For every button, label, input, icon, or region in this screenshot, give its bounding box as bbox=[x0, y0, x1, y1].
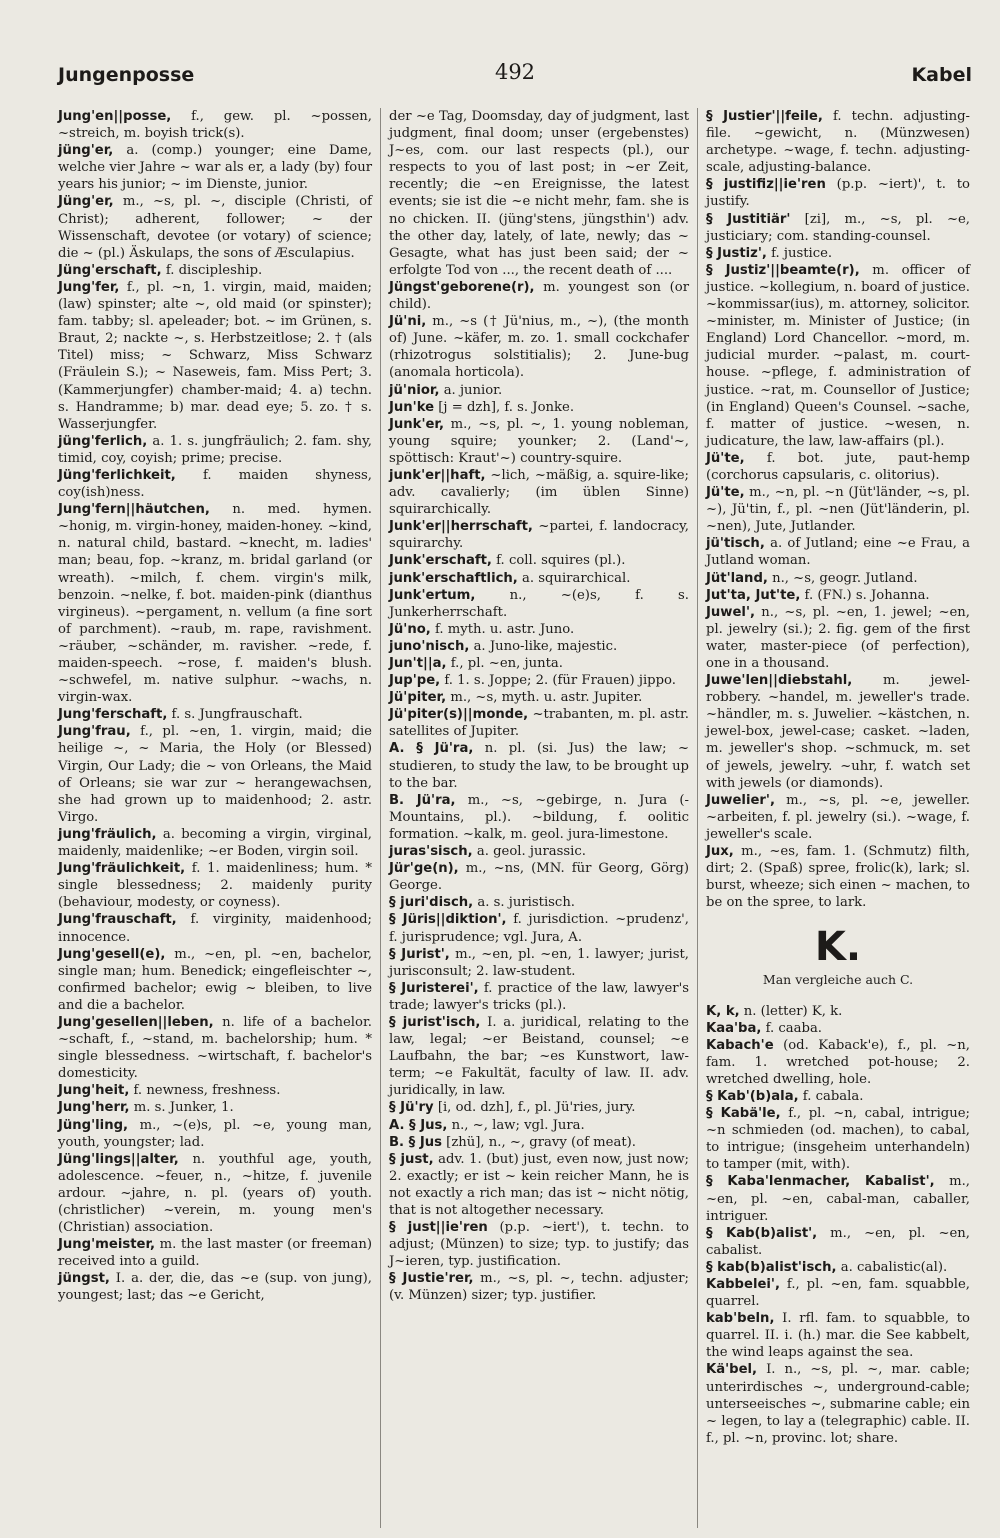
entry-headword: Jung'en||posse, bbox=[58, 109, 172, 124]
dictionary-entry bbox=[58, 501, 372, 706]
entry-headword: Jür'ge(n), bbox=[389, 861, 459, 877]
dictionary-entry bbox=[389, 980, 689, 1014]
entry-definition: m., ~n, pl. ~n (Jüt'länder, ~s, pl. ~), Jü'tin, f., pl. ~nen (Jüt'länderin, pl. ~nen), Jute, Jutlander. bbox=[706, 485, 970, 535]
dictionary-entry bbox=[58, 262, 372, 279]
entry-definition: m. jewel-robbery. ~handel, m. jeweller's trade. ~händler, m. s. Juwelier. ~kästchen, n. jewel-box, jewel-case; casket. ~laden, m. jeweller's shop. ~schmuck, m. set of jewels, jewelry. ~uhr, f. watch set with jewels (or diamonds). bbox=[706, 673, 970, 791]
entry-headword: Jü'no, bbox=[389, 621, 431, 637]
entry-headword: Jüng'ferlichkeit, bbox=[58, 467, 176, 483]
dictionary-entry bbox=[389, 416, 689, 467]
dictionary-entry bbox=[706, 604, 970, 672]
entry-definition: m. officer of justice. ~kollegium, n. board of justice. ~kommissar(ius), m. attorney, solicitor. ~minister, m. Minister of Justice; (in England) Lord Chancellor. ~mord, m. judicial murder. ~palast, m. court-house. ~pflege, f. administration of justice. ~rat, m. Counsellor of Justice; (in England) Queen's Counsel. ~sache, f. matter of justice. ~wesen, n. judicature, the law, law-affairs (pl.). bbox=[706, 262, 970, 449]
dictionary-entry bbox=[389, 706, 689, 740]
dictionary-entry bbox=[706, 843, 970, 911]
entry-headword: Jü'piter(s)||monde, bbox=[389, 707, 529, 723]
dictionary-entry bbox=[389, 911, 689, 945]
entry-definition: n. med. hymen. ~honig, m. virgin-honey, maiden-honey. ~kind, n. natural child, bastard. ~knecht, m. ladies' man; beau, fop. ~kranz, m. bridal garland (or wreath). ~milch, f. chem. virgin's milk, benzoin. ~nelke, f. bot. maiden-pink (dianthus virgineus). ~pergament, n. vellum (a fine sort of parchment). ~raub, m. rape, ravishment. ~räuber, ~schänder, m. ravisher. ~rede, f. maiden-speech. ~rose, f. maiden's blush. ~schwefel, m. native sulphur. ~wachs, n. virgin-wax. bbox=[58, 502, 372, 706]
entry-headword: Kaa'ba, bbox=[706, 1020, 762, 1036]
entry-headword: A. § Jü'ra, bbox=[389, 741, 474, 757]
entry-definition: f. newness, freshness. bbox=[129, 1083, 281, 1099]
dictionary-entry bbox=[389, 279, 689, 313]
dictionary-entry bbox=[706, 176, 970, 210]
entry-definition: [j = dzh], f. s. Jonke. bbox=[434, 399, 575, 415]
dictionary-entry bbox=[389, 1134, 689, 1151]
entry-definition: f. 1. maidenliness; hum. * single blessedness; 2. maidenly purity (behaviour, modesty, or coyness). bbox=[58, 861, 372, 911]
entry-definition: f., pl. ~en, junta. bbox=[446, 656, 563, 671]
entry-headword: Jup'pe, bbox=[389, 673, 441, 689]
entry-definition: m., ~es, fam. 1. (Schmutz) filth, dirt; 2. (Spaß) spree, frolic(k), lark; sl. burst, wheeze; sich einen ~ machen, to be on the spree, to lark. bbox=[706, 844, 970, 911]
column-3-k-entries bbox=[706, 1003, 970, 1447]
entry-headword: Jüng'lings||alter, bbox=[58, 1151, 179, 1167]
dictionary-entry bbox=[706, 211, 970, 245]
entry-headword: Jü'ni, bbox=[389, 314, 427, 330]
dictionary-entry bbox=[389, 1099, 689, 1116]
entry-definition: f. techn. adjusting-file. ~gewicht, n. (Münzwesen) archetype. ~wage, f. techn. adjusting-scale, adjusting-balance. bbox=[706, 109, 970, 176]
dictionary-entry bbox=[706, 1276, 970, 1310]
dictionary-entry bbox=[706, 672, 970, 792]
entry-definition: n., ~, law; vgl. Jura. bbox=[447, 1117, 585, 1133]
dictionary-entry bbox=[389, 467, 689, 518]
entry-definition: a. of Jutland; eine ~e Frau, a Jutland woman. bbox=[706, 536, 970, 569]
dictionary-entry bbox=[389, 108, 689, 279]
entry-headword: § Justie'rer, bbox=[389, 1271, 474, 1287]
dictionary-entry bbox=[706, 587, 970, 604]
entry-headword: Jung'fern||häutchen, bbox=[58, 502, 210, 518]
dictionary-entry bbox=[706, 792, 970, 843]
entry-definition: a. 1. s. jungfräulich; 2. fam. shy, timid, coy, coyish; prime; precise. bbox=[58, 433, 372, 466]
entry-definition: m. youngest son (or child). bbox=[389, 279, 689, 313]
column-divider bbox=[697, 108, 698, 1528]
entry-headword: Jung'heit, bbox=[58, 1083, 130, 1099]
entry-headword: Jung'ferschaft, bbox=[58, 707, 168, 723]
dictionary-entry bbox=[389, 894, 689, 911]
entry-headword: § just||ie'ren bbox=[389, 1220, 488, 1236]
dictionary-entry bbox=[706, 535, 970, 569]
entry-headword: Jux, bbox=[706, 844, 734, 860]
dictionary-entry bbox=[389, 518, 689, 552]
entry-headword: B. Jü'ra, bbox=[389, 792, 456, 808]
entry-headword: Jü'piter, bbox=[389, 690, 447, 706]
entry-definition: n., ~s, geogr. Jutland. bbox=[767, 570, 918, 586]
entry-definition: n. youthful age, youth, adolescence. ~feuer, n., ~hitze, f. juvenile ardour. ~jahre, n. pl. (years of) youth. (christlicher) ~verein, m. young men's (Christian) association. bbox=[58, 1151, 372, 1236]
entry-headword: Jung'fräulichkeit, bbox=[58, 861, 186, 877]
entry-definition: m., ~en, pl. ~en, cabalist. bbox=[706, 1225, 970, 1258]
dictionary-entry bbox=[706, 450, 970, 484]
dictionary-entry bbox=[706, 1310, 970, 1361]
entry-headword: § juri'disch, bbox=[389, 895, 474, 911]
entry-definition: f., gew. pl. ~possen, ~streich, m. boyish trick(s). bbox=[58, 109, 372, 142]
entry-definition: m. s. Junker, 1. bbox=[129, 1100, 234, 1116]
entry-definition: f. 1. s. Joppe; 2. (für Frauen) jippo. bbox=[440, 673, 676, 689]
entry-headword: jüng'er, bbox=[58, 143, 114, 159]
dictionary-entry bbox=[389, 740, 689, 791]
entry-headword: § Kabä'le, bbox=[706, 1106, 781, 1122]
entry-headword: Jut'ta, Jut'te, bbox=[706, 587, 801, 603]
dictionary-entry bbox=[389, 399, 689, 416]
dictionary-entry bbox=[706, 1173, 970, 1224]
section-note: Man vergleiche auch C. bbox=[762, 972, 914, 988]
entry-headword: Jun'ke bbox=[389, 399, 435, 415]
entry-definition: I. a. juridical, relating to the law, legal; ~er Beistand, counsel; ~e Laufbahn, the bar; ~es Kunstwort, law-term; ~e Fakultät, faculty of law. II. adv. juridically, in law. bbox=[389, 1014, 689, 1099]
entry-headword: Jü'te, bbox=[706, 485, 745, 501]
dictionary-entry bbox=[58, 1014, 372, 1082]
entry-headword: Jung'herr, bbox=[58, 1100, 130, 1116]
entry-definition: n., ~(e)s, f. s. Junkerherrschaft. bbox=[389, 587, 689, 620]
dictionary-entry bbox=[58, 1270, 372, 1304]
entry-definition: m., ~en, pl. ~en, 1. lawyer; jurist, jurisconsult; 2. law-student. bbox=[389, 946, 689, 979]
entry-headword: Junk'er||herrschaft, bbox=[389, 519, 533, 535]
dictionary-entry bbox=[706, 1259, 970, 1276]
entry-definition: I. n., ~s, pl. ~, mar. cable; unterirdisches ~, underground-cable; unterseeisches ~, submarine cable; ein ~ legen, to lay a (telegraphic) cable. II. f., pl. ~n, provinc. lot; share. bbox=[706, 1362, 970, 1446]
entry-definition: (p.p. ~iert)', t. to justify. bbox=[706, 177, 970, 210]
dictionary-entry bbox=[706, 245, 970, 262]
entry-headword: junk'erschaftlich, bbox=[389, 570, 518, 586]
entry-definition: m., ~en, pl. ~en, bachelor, single man; hum. Benedick; eingefleischter ~, confirmed bachelor; ewig ~ bleiben, to live and die a bachelor. bbox=[58, 946, 372, 1013]
dictionary-entry bbox=[706, 1020, 970, 1037]
entry-headword: Jung'gesell(e), bbox=[58, 946, 166, 962]
entry-headword: B. § Jus bbox=[389, 1134, 442, 1150]
dictionary-entry bbox=[706, 262, 970, 450]
dictionary-entry bbox=[706, 1037, 970, 1088]
dictionary-entry bbox=[389, 1219, 689, 1270]
entry-definition: I. rfl. fam. to squabble, to quarrel. II. i. (h.) mar. die See kabbelt, the wind leaps against the sea. bbox=[706, 1311, 970, 1361]
entry-headword: kab'beln, bbox=[706, 1311, 775, 1327]
entry-definition: m., ~s, pl. ~, disciple (Christi, of Christ); adherent, follower; ~ der Wissenschaft, devotee (or votary) of science; die ~ (pl.) Äskulaps, the sons of Æsculapius. bbox=[58, 194, 372, 261]
entry-definition: f., pl. ~en, fam. squabble, quarrel. bbox=[706, 1277, 970, 1310]
entry-headword: Juwe'len||diebstahl, bbox=[706, 673, 853, 689]
entry-headword: Jung'frauschaft, bbox=[58, 912, 177, 928]
dictionary-entry bbox=[389, 587, 689, 621]
dictionary-entry bbox=[706, 1225, 970, 1259]
dictionary-entry bbox=[58, 1236, 372, 1270]
entry-headword: juras'sisch, bbox=[389, 844, 473, 860]
dictionary-entry bbox=[389, 570, 689, 587]
entry-definition: f., pl. ~en, 1. virgin, maid; die heilige ~, ~ Maria, the Holy (or Blessed) Virgin, Our Lady; die ~ von Orleans, the Maid of Orleans; sie war zur ~ herangewachsen, she had grown up to maidenhood; 2. astr. Virgo. bbox=[58, 724, 372, 825]
entry-headword: Jüngst'geborene(r), bbox=[389, 279, 535, 295]
entry-definition: ~partei, f. landocracy, squirarchy. bbox=[389, 519, 689, 552]
entry-headword: jüng'ferlich, bbox=[58, 433, 148, 449]
entry-definition: der ~e Tag, Doomsday, day of judgment, last judgment, final doom; unser (ergebenstes) J~es, com. our last respects (pl.), our respects to you of last post; in ~er Zeit, recently; die ~en Ereignisse, the latest events; sie ist die ~e nicht mehr, fam. she is no chicken. II. (jüng'stens, jüngsthin') adv. the other day, lately, of late, newly; das ~ Gesagte, what has just been said; der ~ erfolgte Tod von ..., the recent death of .... bbox=[389, 109, 689, 278]
dictionary-entry bbox=[58, 433, 372, 467]
entry-headword: § Justier'||feile, bbox=[706, 109, 823, 124]
dictionary-entry bbox=[706, 1003, 970, 1020]
entry-definition: I. a. der, die, das ~e (sup. von jung), youngest; last; das ~e Gericht, bbox=[58, 1271, 372, 1304]
dictionary-entry bbox=[706, 1361, 970, 1446]
entry-definition: ~lich, ~mäßig, a. squire-like; adv. cavalierly; (im üblen Sinne) squirarchically. bbox=[389, 467, 689, 518]
header-left-catchword: Jungenposse bbox=[58, 64, 195, 86]
entry-headword: Jun't||a, bbox=[389, 656, 447, 671]
entry-headword: jü'tisch, bbox=[706, 536, 765, 552]
entry-headword: § Jü'ry bbox=[389, 1100, 434, 1116]
dictionary-entry bbox=[58, 826, 372, 860]
entry-definition: f. jurisdiction. ~prudenz', f. jurisprudence; vgl. Jura, A. bbox=[389, 912, 690, 945]
entry-headword: § Jurist', bbox=[389, 946, 450, 962]
entry-definition: n. (letter) K, k. bbox=[739, 1003, 843, 1019]
dictionary-entry bbox=[389, 1117, 689, 1134]
entry-headword: Junk'erschaft, bbox=[389, 553, 492, 569]
entry-definition: adv. 1. (but) just, even now, just now; 2. exactly; er ist ~ kein reicher Mann, he is not exactly a rich man; das ist ~ nicht nötig, that is not altogether necessary. bbox=[389, 1151, 689, 1218]
dictionary-entry bbox=[389, 1270, 689, 1304]
column-3-j-entries bbox=[706, 108, 970, 911]
section-letter: K. bbox=[814, 924, 862, 971]
entry-definition: (p.p. ~iert'), t. techn. to adjust; (Münzen) to size; typ. to justify; das J~ieren, typ. justification. bbox=[389, 1220, 689, 1270]
entry-definition: f. virginity, maidenhood; innocence. bbox=[58, 912, 372, 945]
entry-definition: f. justice. bbox=[766, 245, 833, 261]
entry-headword: § Justiz', bbox=[706, 245, 767, 261]
page-number: 492 bbox=[494, 60, 536, 84]
dictionary-entry bbox=[58, 860, 372, 911]
dictionary-entry bbox=[58, 723, 372, 826]
dictionary-entry bbox=[389, 689, 689, 706]
entry-definition: a. Juno-like, majestic. bbox=[469, 638, 618, 654]
entry-headword: jung'fräulich, bbox=[58, 826, 157, 842]
entry-headword: Jüng'ling, bbox=[58, 1117, 129, 1133]
entry-headword: Kabach'e bbox=[706, 1037, 774, 1053]
entry-headword: § Justiz'||beamte(r), bbox=[706, 262, 860, 278]
entry-definition: m., ~s, pl. ~e, jeweller. ~arbeiten, f. pl. jewelry (si.). ~wage, f. jeweller's scale. bbox=[706, 792, 970, 842]
entry-definition: n. pl. (si. Jus) the law; ~ studieren, to study the law, to be brought up to the bar. bbox=[389, 741, 690, 791]
dictionary-entry bbox=[706, 1088, 970, 1105]
dictionary-entry bbox=[389, 638, 689, 655]
dictionary-entry bbox=[389, 1151, 689, 1219]
entry-headword: Jung'frau, bbox=[58, 724, 131, 740]
entry-headword: Jüng'er, bbox=[58, 194, 114, 210]
entry-definition: m., ~s, myth. u. astr. Jupiter. bbox=[446, 690, 643, 706]
entry-definition: n., ~s, pl. ~en, 1. jewel; ~en, pl. jewelry (si.); 2. fig. gem of the first water, master-piece (of perfection), one in a thousand. bbox=[706, 604, 970, 671]
entry-headword: Jung'meister, bbox=[58, 1237, 156, 1253]
entry-headword: juno'nisch, bbox=[389, 638, 470, 654]
dictionary-entry bbox=[389, 1014, 689, 1099]
entry-headword: Jung'fer, bbox=[58, 279, 120, 295]
entry-headword: § Kab'(b)ala, bbox=[706, 1088, 799, 1104]
entry-definition: f. cabala. bbox=[798, 1088, 864, 1104]
entry-definition: f. discipleship. bbox=[161, 262, 263, 278]
entry-definition: m., ~(e)s, pl. ~e, young man, youth, youngster; lad. bbox=[58, 1117, 372, 1150]
dictionary-entry bbox=[389, 860, 689, 894]
entry-headword: jü'nior, bbox=[389, 382, 440, 398]
entry-headword: § Justitiär' bbox=[706, 211, 791, 227]
dictionary-entry bbox=[58, 279, 372, 433]
dictionary-entry bbox=[58, 706, 372, 723]
dictionary-entry bbox=[389, 946, 689, 980]
entry-definition: m., ~s, ~gebirge, n. Jura (-Mountains, pl.). ~bildung, f. oolitic formation. ~kalk, m. geol. jura-limestone. bbox=[389, 792, 689, 842]
entry-headword: Kä'bel, bbox=[706, 1362, 758, 1378]
dictionary-entry bbox=[389, 552, 689, 569]
dictionary-entry bbox=[389, 313, 689, 381]
entry-headword: Jüt'land, bbox=[706, 570, 768, 586]
entry-definition: m., ~s, pl. ~, 1. young nobleman, young squire; younker; 2. (Land'~, spöttisch: Kraut'~) country-squire. bbox=[389, 416, 689, 466]
dictionary-entry bbox=[58, 911, 372, 945]
entry-headword: Juwel', bbox=[706, 604, 755, 620]
entry-definition: f., pl. ~n, 1. virgin, maid, maiden; (law) spinster; alte ~, old maid (or spinster); fam. tabby; sl. apeleader; bot. ~ im Grünen, s. Braut, 2; nackte ~, s. Herbstzeitlose; 2. † (als Titel) miss; ~ Schwarz, Miss Schwarz (Fräulein S.); ~ Naseweis, fam. Miss Pert; 3. (Kammerjungfer) chamber-maid; 4. a) techn. s. Handramme; b) mar. dead eye; 5. zo. † s. Wasserjungfer. bbox=[58, 279, 372, 432]
entry-definition: f. practice of the law, lawyer's trade; lawyer's tricks (pl.). bbox=[389, 980, 690, 1013]
entry-definition: (od. Kaback'e), f., pl. ~n, fam. 1. wretched pot-house; 2. wretched dwelling, hole. bbox=[706, 1037, 970, 1087]
entry-headword: Jüng'erschaft, bbox=[58, 262, 162, 278]
dictionary-entry bbox=[58, 108, 372, 142]
dictionary-entry bbox=[58, 946, 372, 1014]
entry-definition: f. myth. u. astr. Juno. bbox=[430, 621, 575, 637]
dictionary-entry bbox=[389, 843, 689, 860]
entry-definition: a. junior. bbox=[439, 382, 503, 398]
entry-headword: jüngst, bbox=[58, 1271, 110, 1287]
column-2 bbox=[389, 108, 689, 1305]
entry-headword: A. § Jus, bbox=[389, 1117, 448, 1133]
page-header bbox=[58, 60, 972, 94]
entry-definition: f. coll. squires (pl.). bbox=[491, 553, 626, 569]
dictionary-entry bbox=[58, 193, 372, 261]
entry-headword: junk'er||haft, bbox=[389, 467, 486, 483]
entry-definition: m., ~en, pl. ~en, cabal-man, caballer, intriguer. bbox=[706, 1174, 970, 1224]
entry-definition: ~trabanten, m. pl. astr. satellites of Jupiter. bbox=[389, 707, 689, 740]
header-right-catchword: Kabel bbox=[911, 64, 972, 86]
entry-definition: a. cabalistic(al). bbox=[836, 1259, 948, 1275]
dictionary-entry bbox=[389, 382, 689, 399]
entry-headword: § Juristerei', bbox=[389, 980, 479, 996]
dictionary-entry bbox=[389, 655, 689, 672]
entry-definition: a. squirarchical. bbox=[517, 570, 631, 586]
dictionary-entry bbox=[706, 1105, 970, 1173]
entry-definition: f. s. Jungfrauschaft. bbox=[167, 707, 303, 723]
dictionary-entry bbox=[58, 142, 372, 193]
entry-headword: § Jüris||diktion', bbox=[389, 912, 507, 928]
entry-definition: f., pl. ~n, cabal, intrigue; ~n schmieden (od. machen), to cabal, to intrigue; (insgeheim unterhandeln) to tamper (mit, with). bbox=[706, 1106, 970, 1173]
entry-definition: m., ~s, pl. ~, techn. adjuster; (v. Münzen) sizer; typ. justifier. bbox=[389, 1271, 689, 1304]
dictionary-entry bbox=[389, 672, 689, 689]
entry-definition: [zhü], n., ~, gravy (of meat). bbox=[441, 1134, 636, 1150]
entry-definition: n. life of a bachelor. ~schaft, f., ~stand, m. bachelorship; hum. * single blessedness. ~wirtschaft, f. bachelor's domesticity. bbox=[58, 1014, 372, 1082]
entry-headword: § jurist'isch, bbox=[389, 1014, 481, 1030]
dictionary-entry bbox=[58, 1082, 372, 1099]
entry-headword: § Kab(b)alist', bbox=[706, 1225, 818, 1241]
entry-headword: Kabbelei', bbox=[706, 1277, 780, 1292]
entry-headword: Jung'gesellen||leben, bbox=[58, 1014, 214, 1030]
dictionary-entry bbox=[389, 621, 689, 638]
entry-definition: m., ~s († Jü'nius, m., ~), (the month of) June. ~käfer, m. zo. 1. small cockchafer (rhizotrogus solstitialis); 2. June-bug (anomala horticola). bbox=[389, 314, 689, 381]
entry-headword: K, k, bbox=[706, 1003, 740, 1019]
entry-definition: f. bot. jute, paut-hemp (corchorus capsularis, c. olitorius). bbox=[706, 450, 970, 483]
entry-headword: Juwelier', bbox=[706, 792, 775, 808]
entry-definition: a. (comp.) younger; eine Dame, welche vier Jahre ~ war als er, a lady (by) four years his junior; ~ im Dienste, junior. bbox=[58, 143, 372, 193]
entry-headword: Junk'ertum, bbox=[389, 587, 476, 603]
column-1 bbox=[58, 108, 372, 1305]
entry-definition: [zi], m., ~s, pl. ~e, justiciary; com. standing-counsel. bbox=[706, 211, 970, 244]
entry-headword: § Kaba'lenmacher, Kabalist', bbox=[706, 1174, 935, 1190]
entry-definition: f. (FN.) s. Johanna. bbox=[800, 587, 930, 603]
entry-headword: Jü'te, bbox=[706, 450, 745, 466]
dictionary-entry bbox=[706, 570, 970, 587]
dictionary-entry bbox=[58, 467, 372, 501]
column-3 bbox=[706, 108, 970, 1447]
column-divider bbox=[380, 108, 381, 1528]
entry-definition: a. s. juristisch. bbox=[473, 895, 576, 911]
dictionary-entry bbox=[706, 108, 970, 176]
entry-definition: [i, od. dzh], f., pl. Jü'ries, jury. bbox=[433, 1100, 636, 1116]
dictionary-entry bbox=[389, 792, 689, 843]
entry-definition: a. becoming a virgin, virginal, maidenly, maidenlike; ~er Boden, virgin soil. bbox=[58, 826, 372, 860]
entry-definition: f. caaba. bbox=[761, 1020, 822, 1036]
dictionary-entry bbox=[58, 1099, 372, 1116]
entry-definition: f. maiden shyness, coy(ish)ness. bbox=[58, 467, 372, 501]
dictionary-entry bbox=[58, 1151, 372, 1236]
dictionary-entry bbox=[706, 484, 970, 535]
entry-definition: m., ~ns, (MN. für Georg, Görg) George. bbox=[389, 861, 689, 894]
entry-headword: § justifiz||ie'ren bbox=[706, 177, 826, 193]
entry-headword: § just, bbox=[389, 1151, 434, 1167]
entry-definition: m. the last master (or freeman) received into a guild. bbox=[58, 1237, 372, 1270]
entry-headword: § kab(b)alist'isch, bbox=[706, 1259, 837, 1275]
dictionary-entry bbox=[58, 1117, 372, 1151]
entry-definition: a. geol. jurassic. bbox=[472, 844, 586, 860]
entry-headword: Junk'er, bbox=[389, 416, 445, 432]
